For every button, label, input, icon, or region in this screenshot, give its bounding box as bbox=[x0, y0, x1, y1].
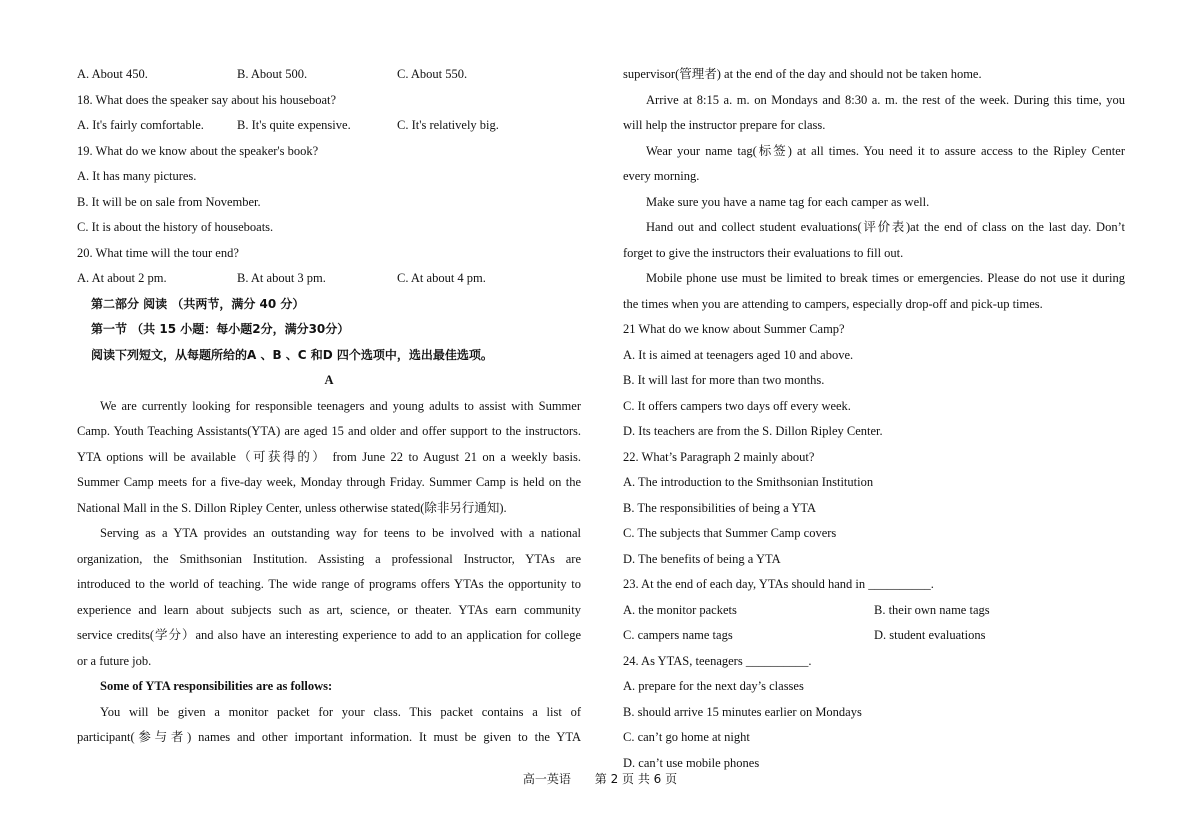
option-c: C. campers name tags bbox=[623, 628, 733, 642]
paragraph-1 bbox=[77, 394, 581, 522]
option-a: A. It's fairly comfortable. bbox=[77, 118, 204, 132]
q24-option-c: C. can’t go home at night bbox=[623, 730, 750, 744]
passage-letter: A bbox=[324, 373, 334, 387]
text-line: every morning. bbox=[623, 169, 700, 183]
q21-option-d: D. Its teachers are from the S. Dillon Ripley Center. bbox=[623, 424, 883, 438]
text-line: Hand out and collect student evaluations(评价表)at the end of class on the last day. Don’t bbox=[646, 220, 1125, 234]
paragraph-2 bbox=[77, 521, 581, 674]
option-d: D. student evaluations bbox=[874, 628, 986, 642]
option-c: C. It's relatively big. bbox=[397, 118, 499, 132]
q19-option-a: A. It has many pictures. bbox=[77, 169, 197, 183]
paragraph-7 bbox=[623, 215, 1125, 266]
subsection-title: 第一节 （共 15 小题：每小题2分，满分30分） bbox=[91, 322, 350, 336]
q21-option-b: B. It will last for more than two months. bbox=[623, 373, 825, 387]
paragraph-5 bbox=[623, 139, 1125, 190]
text-line: We are currently looking for responsible teenagers and young adults to assist with Summer bbox=[100, 398, 581, 413]
option-a: A. At about 2 pm. bbox=[77, 271, 167, 285]
text-line: introduced to the world of teaching. The wide range of programs offers YTAs the opportunity to bbox=[77, 577, 581, 591]
text-line: Camp. Youth Teaching Assistants(YTA) are aged 15 and older and offer support to the instructors. bbox=[77, 424, 581, 438]
responsibilities-heading: Some of YTA responsibilities are as follows: bbox=[100, 679, 333, 693]
text-line: Mobile phone use must be limited to break times or emergencies. Please do not use it during bbox=[646, 271, 1125, 285]
paragraph-3 bbox=[77, 700, 581, 751]
option-c: C. About 550. bbox=[397, 67, 468, 81]
footer-page-info: 第 2 页 共 6 页 bbox=[594, 772, 678, 786]
right-column bbox=[623, 62, 1125, 776]
question-19: 19. What do we know about the speaker's book? bbox=[77, 143, 319, 158]
question-21: 21 What do we know about Summer Camp? bbox=[623, 322, 845, 336]
text-line: forget to give the instructors their evaluations to fill out. bbox=[623, 245, 904, 260]
text-line: organization, the Smithsonian Institution. Assisting a professional Instructor, YTAs are bbox=[77, 551, 581, 566]
q21-option-c: C. It offers campers two days off every week. bbox=[623, 398, 851, 413]
text-line: National Mall in the S. Dillon Ripley Center, unless otherwise stated(除非另行通知). bbox=[77, 500, 507, 515]
q17-options bbox=[77, 62, 581, 88]
question-22: 22. What’s Paragraph 2 mainly about? bbox=[623, 449, 815, 464]
paragraph-6: Make sure you have a name tag for each camper as well. bbox=[646, 194, 930, 209]
paragraph-4 bbox=[623, 88, 1125, 139]
q19-option-c: C. It is about the history of houseboats. bbox=[77, 220, 274, 234]
text-line: will help the instructor prepare for class. bbox=[623, 118, 826, 132]
footer-subject: 高一英语 bbox=[522, 772, 571, 786]
text-line: Arrive at 8:15 a. m. on Mondays and 8:30 a. m. the rest of the week. During this time, you bbox=[646, 92, 1125, 107]
q22-option-d: D. The benefits of being a YTA bbox=[623, 551, 781, 566]
text-line: or a future job. bbox=[77, 653, 152, 668]
question-24: 24. As YTAS, teenagers __________. bbox=[623, 653, 812, 668]
option-b: B. At about 3 pm. bbox=[237, 271, 326, 285]
text-line: service credits(学分）and also have an interesting experience to add to an application for college bbox=[77, 628, 581, 642]
text-line: supervisor(管理者) at the end of the day and should not be taken home. bbox=[623, 67, 982, 81]
option-b: B. It's quite expensive. bbox=[237, 118, 351, 132]
question-18: 18. What does the speaker say about his houseboat? bbox=[77, 92, 337, 107]
text-line: YTA options will be available（可获得的） from June 22 to August 21 on a weekly basis. bbox=[77, 449, 581, 464]
question-20: 20. What time will the tour end? bbox=[77, 245, 239, 260]
paragraph-8 bbox=[623, 266, 1125, 317]
section-title: 第二部分 阅读 （共两节，满分 40 分） bbox=[91, 296, 305, 311]
q24-option-b: B. should arrive 15 minutes earlier on Mondays bbox=[623, 704, 862, 719]
q23-options-row-1 bbox=[623, 598, 1125, 624]
option-b: B. About 500. bbox=[237, 67, 308, 81]
text-line: the times when you are attending to campers, especially drop-off and pick-up times. bbox=[623, 296, 1043, 311]
q21-option-a: A. It is aimed at teenagers aged 10 and above. bbox=[623, 347, 854, 362]
q20-options bbox=[77, 266, 581, 292]
option-a: A. the monitor packets bbox=[623, 602, 737, 617]
text-line: experience and learn about subjects such as art, science, or theater. YTAs earn community bbox=[77, 602, 581, 617]
q18-options bbox=[77, 113, 581, 139]
page-footer bbox=[0, 770, 1200, 787]
text-line: participant(参与者) names and other important information. It must be given to the YTA bbox=[77, 730, 581, 744]
q24-option-a: A. prepare for the next day’s classes bbox=[623, 679, 804, 693]
text-line: You will be given a monitor packet for your class. This packet contains a list of bbox=[100, 704, 581, 719]
option-c: C. At about 4 pm. bbox=[397, 271, 486, 285]
left-column bbox=[77, 62, 581, 751]
q23-options-row-2 bbox=[623, 623, 1125, 649]
question-23: 23. At the end of each day, YTAs should hand in __________. bbox=[623, 577, 934, 591]
option-a: A. About 450. bbox=[77, 67, 148, 81]
option-b: B. their own name tags bbox=[874, 602, 990, 617]
text-line: Serving as a YTA provides an outstanding way for teens to be involved with a national bbox=[100, 526, 581, 540]
q22-option-b: B. The responsibilities of being a YTA bbox=[623, 500, 817, 515]
text-line: Summer Camp meets for a five-day week, Monday through Friday. Summer Camp is held on the bbox=[77, 475, 581, 489]
q24-option-d: D. can’t use mobile phones bbox=[623, 755, 760, 770]
reading-instructions: 阅读下列短文，从每题所给的A 、B 、C 和D 四个选项中，选出最佳选项。 bbox=[91, 347, 493, 362]
q22-option-c: C. The subjects that Summer Camp covers bbox=[623, 526, 837, 540]
q22-option-a: A. The introduction to the Smithsonian Institution bbox=[623, 475, 874, 489]
text-line: Wear your name tag(标签) at all times. You need it to assure access to the Ripley Center bbox=[646, 143, 1125, 158]
q19-option-b: B. It will be on sale from November. bbox=[77, 194, 261, 209]
